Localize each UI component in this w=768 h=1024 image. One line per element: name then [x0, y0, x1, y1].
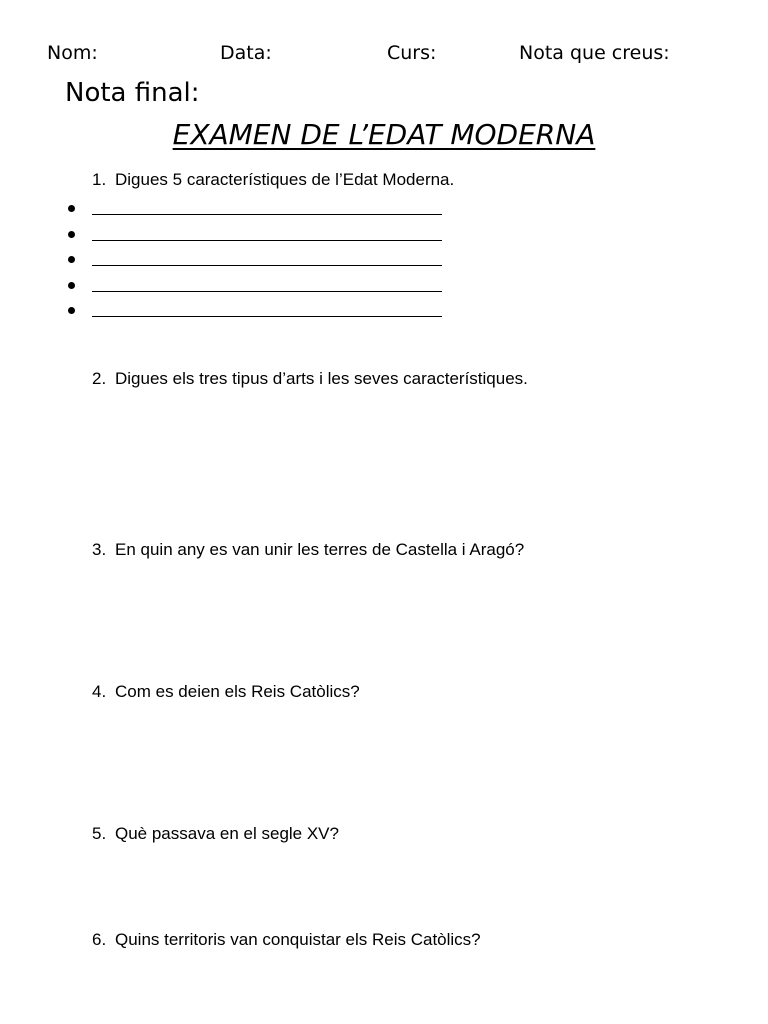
answer-blank-line[interactable] [92, 240, 442, 241]
question-6 [92, 930, 481, 950]
question-2 [92, 369, 528, 389]
final-grade-label: Nota final: [65, 78, 200, 108]
question-number: 5. [92, 824, 107, 843]
question-number: 4. [92, 682, 107, 701]
question-text: Digues els tres tipus d’arts i les seves característiques. [115, 369, 528, 388]
expected-grade-label: Nota que creus: [519, 42, 670, 64]
question-3 [92, 540, 524, 560]
question-number: 1. [92, 170, 107, 189]
question-text: Digues 5 característiques de l’Edat Moderna. [115, 170, 455, 189]
answer-blank-line[interactable] [92, 291, 442, 292]
date-label: Data: [220, 42, 272, 64]
question-number: 2. [92, 369, 107, 388]
answer-blank-line[interactable] [92, 214, 442, 215]
exam-title: EXAMEN DE L’EDAT MODERNA [172, 118, 596, 151]
question-4 [92, 682, 360, 702]
question-5 [92, 824, 339, 844]
question-text: Quins territoris van conquistar els Reis Catòlics? [115, 930, 481, 949]
answer-blank-line[interactable] [92, 316, 442, 317]
course-label: Curs: [387, 42, 437, 64]
bullet-icon [68, 231, 75, 238]
bullet-icon [68, 256, 75, 263]
bullet-icon [68, 307, 75, 314]
question-1 [92, 170, 454, 190]
bullet-icon [68, 205, 75, 212]
question-text: Què passava en el segle XV? [115, 824, 339, 843]
question-text: En quin any es van unir les terres de Castella i Aragó? [115, 540, 525, 559]
question-number: 6. [92, 930, 107, 949]
bullet-icon [68, 282, 75, 289]
student-info-header [0, 42, 768, 66]
answer-blank-line[interactable] [92, 265, 442, 266]
question-number: 3. [92, 540, 107, 559]
question-text: Com es deien els Reis Catòlics? [115, 682, 360, 701]
name-label: Nom: [47, 42, 98, 64]
